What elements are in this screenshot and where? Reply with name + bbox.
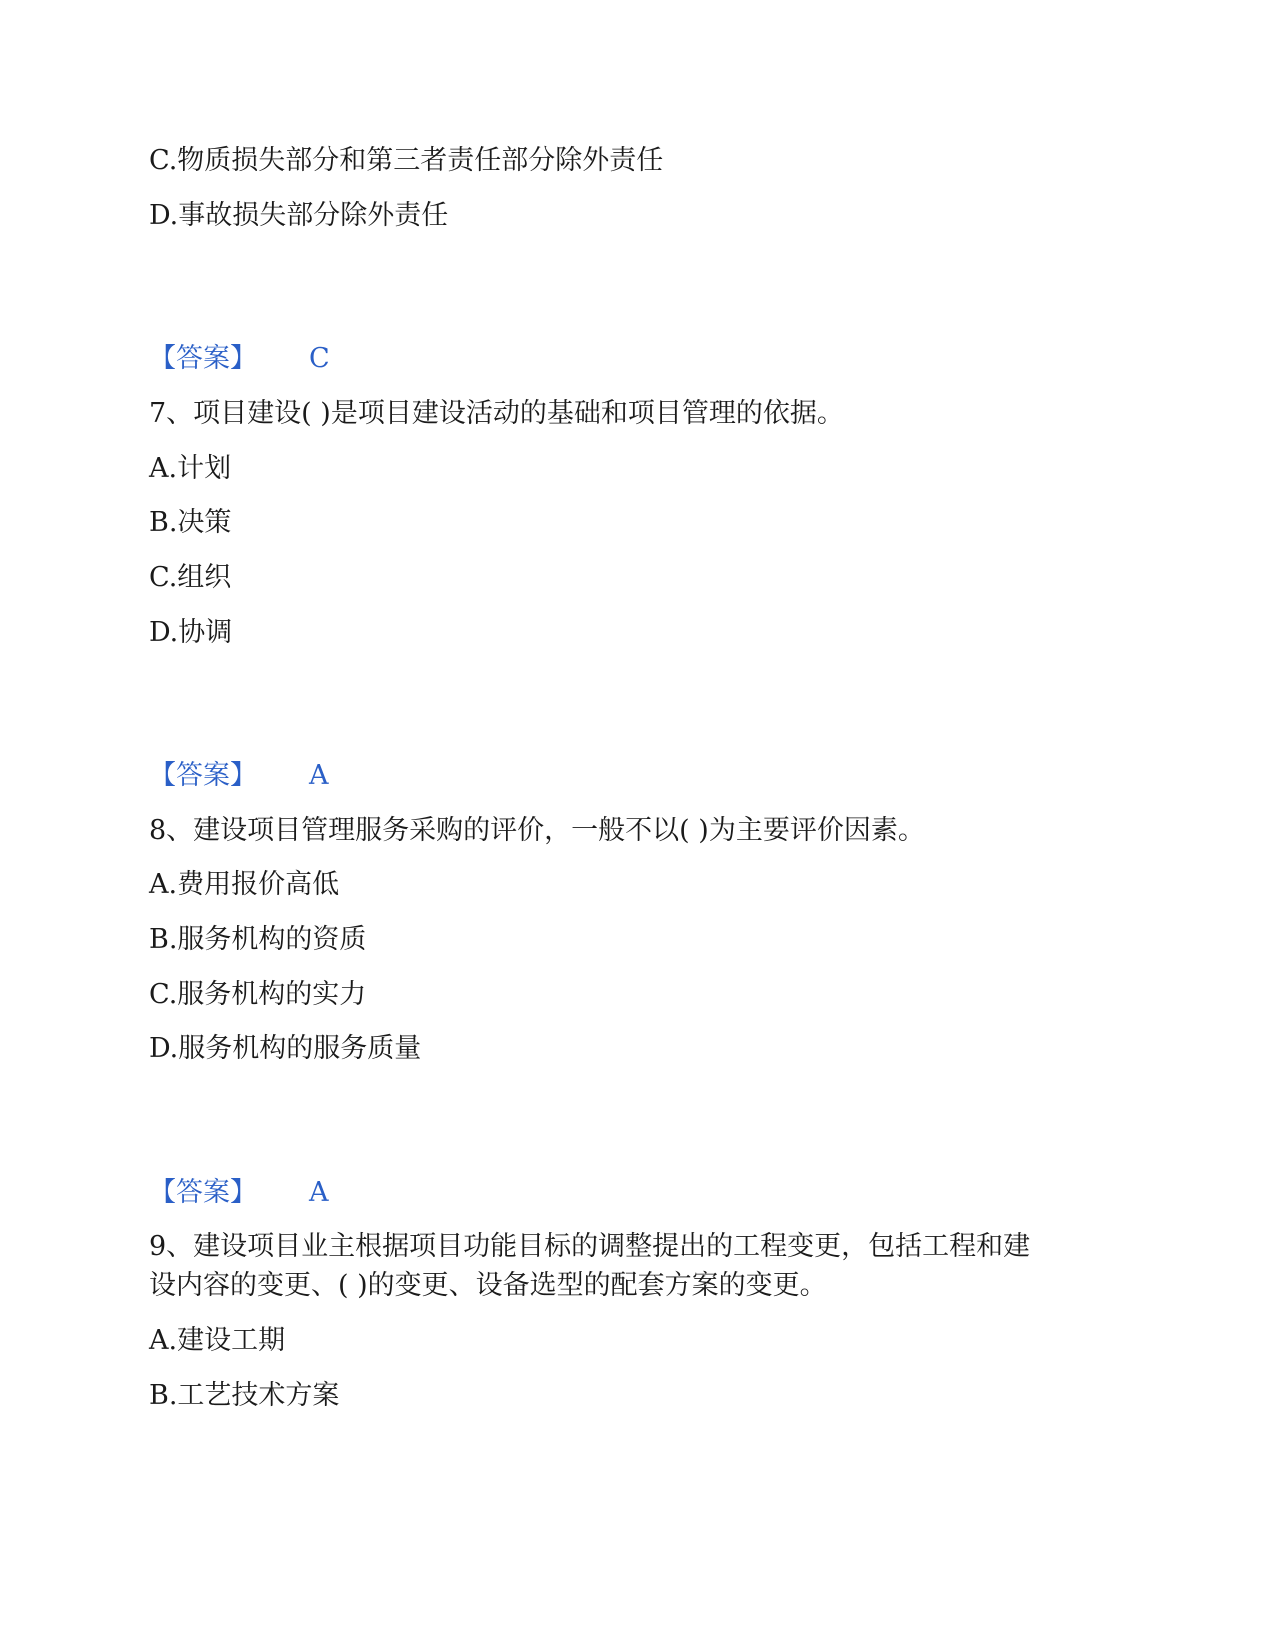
answer-label: 【答案】 xyxy=(149,760,257,791)
q8-answer xyxy=(149,1173,329,1213)
q9-option-b: B.工艺技术方案 xyxy=(149,1380,340,1411)
q7-stem: 7、项目建设( )是项目建设活动的基础和项目管理的依据。 xyxy=(149,398,844,429)
q8-option-b: B.服务机构的资质 xyxy=(149,924,367,955)
q7-option-c: C.组织 xyxy=(149,562,232,593)
q8-option-a: A.费用报价高低 xyxy=(149,869,340,900)
q7-answer xyxy=(149,756,329,796)
q9-option-a: A.建设工期 xyxy=(149,1325,286,1356)
answer-value: A xyxy=(309,1177,329,1208)
q7-option-b: B.决策 xyxy=(149,507,232,538)
q7-option-a: A.计划 xyxy=(149,453,232,484)
q9-stem-line-2: 设内容的变更、( )的变更、设备选型的配套方案的变更。 xyxy=(149,1270,827,1301)
q7-option-d: D.协调 xyxy=(149,617,233,648)
answer-value: C xyxy=(309,343,330,374)
answer-label: 【答案】 xyxy=(149,1177,257,1208)
answer-label: 【答案】 xyxy=(149,343,257,374)
q6-answer xyxy=(149,339,330,379)
q6-option-c: C.物质损失部分和第三者责任部分除外责任 xyxy=(149,145,664,176)
q8-option-d: D.服务机构的服务质量 xyxy=(149,1033,422,1064)
q6-option-d: D.事故损失部分除外责任 xyxy=(149,200,449,231)
q9-stem-line-1: 9、建设项目业主根据项目功能目标的调整提出的工程变更，包括工程和建 xyxy=(149,1231,1031,1262)
answer-value: A xyxy=(309,760,329,791)
q8-stem: 8、建设项目管理服务采购的评价，一般不以( )为主要评价因素。 xyxy=(149,815,925,846)
q8-option-c: C.服务机构的实力 xyxy=(149,979,367,1010)
